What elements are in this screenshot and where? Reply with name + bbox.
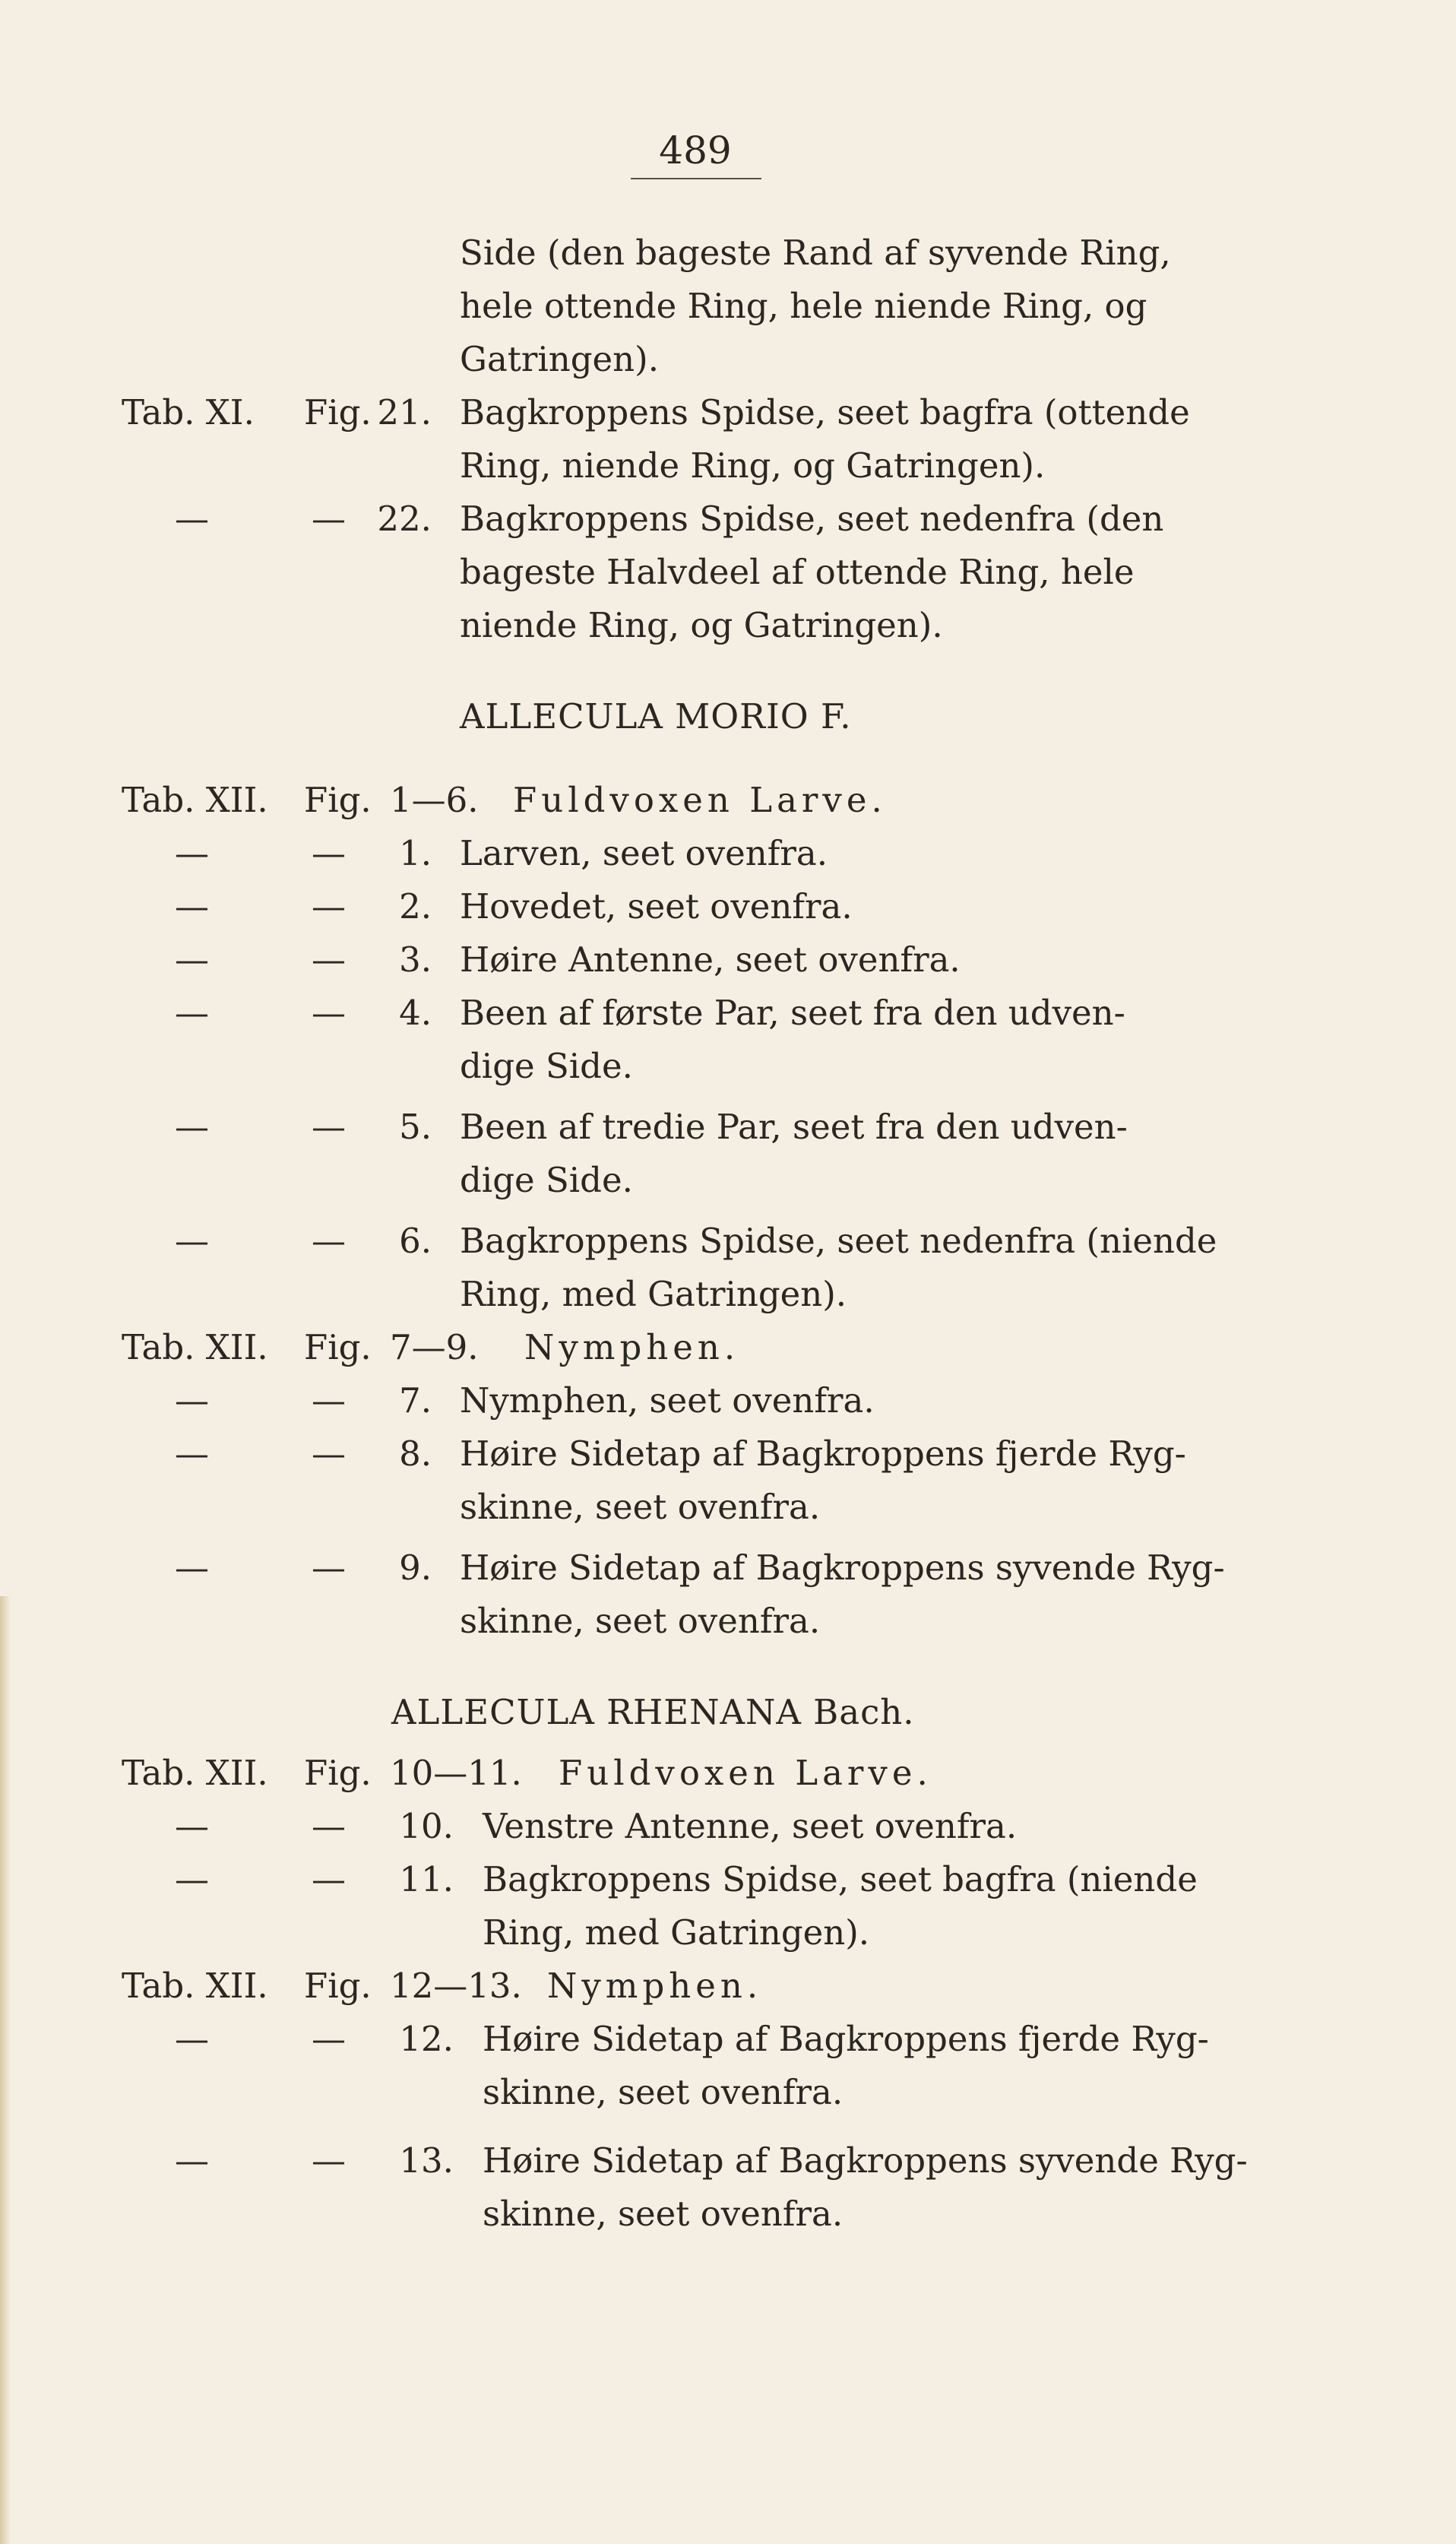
section-title: ALLECULA RHENANA Bach. xyxy=(391,1692,915,1732)
intro-line: Side (den bageste Rand af syvende Ring, xyxy=(460,233,1171,273)
fig-description: Høire Sidetap af Bagkroppens syvende Ryg- xyxy=(460,1548,1225,1588)
ditto-dash: — xyxy=(312,1107,346,1147)
ditto-dash: — xyxy=(175,993,209,1033)
ditto-dash: — xyxy=(175,1806,209,1846)
tab-label: Tab. XII. xyxy=(122,780,268,820)
fig-number: 4. xyxy=(399,993,432,1033)
ditto-dash: — xyxy=(175,1434,209,1474)
tab-label: Tab. XII. xyxy=(122,1753,268,1793)
fig-description: Ring, med Gatringen). xyxy=(460,1274,847,1314)
fig-description: Bagkroppens Spidse, seet nedenfra (niende xyxy=(460,1221,1217,1261)
intro-line: Gatringen). xyxy=(460,339,660,379)
fig-description: skinne, seet ovenfra. xyxy=(483,2072,844,2112)
tab-label: Tab. XII. xyxy=(122,1966,268,2006)
group-label: Fuldvoxen Larve. xyxy=(559,1753,932,1793)
fig-description: skinne, seet ovenfra. xyxy=(460,1601,821,1641)
fig-range: 12—13. xyxy=(390,1966,522,2006)
ditto-dash: — xyxy=(175,2019,209,2059)
fig-number: 6. xyxy=(399,1221,432,1261)
ditto-dash: — xyxy=(175,939,209,980)
ditto-dash: — xyxy=(312,499,346,539)
ditto-dash: — xyxy=(312,833,346,873)
ditto-dash: — xyxy=(312,993,346,1033)
group-label: Fuldvoxen Larve. xyxy=(513,780,887,820)
fig-description: Bagkroppens Spidse, seet bagfra (ottende xyxy=(460,392,1190,432)
ditto-dash: — xyxy=(312,1380,346,1421)
fig-number: 22. xyxy=(377,499,432,539)
fig-number: 7. xyxy=(399,1380,432,1421)
fig-description: Høire Sidetap af Bagkroppens fjerde Ryg- xyxy=(483,2019,1209,2059)
ditto-dash: — xyxy=(175,1380,209,1421)
fig-description: Been af første Par, seet fra den udven- xyxy=(460,993,1125,1033)
fig-description: Venstre Antenne, seet ovenfra. xyxy=(483,1806,1018,1846)
tab-label: Tab. XI. xyxy=(122,392,255,432)
tab-label: Tab. XII. xyxy=(122,1327,268,1367)
fig-description: dige Side. xyxy=(460,1046,633,1086)
ditto-dash: — xyxy=(312,1806,346,1846)
fig-description: Nymphen, seet ovenfra. xyxy=(460,1380,875,1421)
ditto-dash: — xyxy=(312,886,346,927)
ditto-dash: — xyxy=(175,833,209,873)
ditto-dash: — xyxy=(312,1859,346,1899)
fig-label: Fig. xyxy=(304,1753,372,1793)
fig-range: 7—9. xyxy=(390,1327,479,1367)
fig-number: 2. xyxy=(399,886,432,927)
fig-description: Høire Antenne, seet ovenfra. xyxy=(460,939,961,980)
fig-number: 3. xyxy=(399,939,432,980)
ditto-dash: — xyxy=(312,2019,346,2059)
fig-number: 5. xyxy=(399,1107,432,1147)
fig-number: 11. xyxy=(399,1859,454,1899)
ditto-dash: — xyxy=(312,939,346,980)
ditto-dash: — xyxy=(175,886,209,927)
fig-number: 10. xyxy=(399,1806,454,1846)
ditto-dash: — xyxy=(312,2140,346,2181)
group-label: Nymphen. xyxy=(547,1966,763,2006)
fig-description: Høire Sidetap af Bagkroppens fjerde Ryg- xyxy=(460,1434,1186,1474)
fig-label: Fig. xyxy=(304,780,372,820)
fig-number: 9. xyxy=(399,1548,432,1588)
fig-description: Bagkroppens Spidse, seet bagfra (niende xyxy=(483,1859,1198,1899)
ditto-dash: — xyxy=(312,1548,346,1588)
fig-description: niende Ring, og Gatringen). xyxy=(460,605,943,645)
section-title: ALLECULA MORIO F. xyxy=(460,696,852,737)
fig-description: bageste Halvdeel af ottende Ring, hele xyxy=(460,552,1135,592)
ditto-dash: — xyxy=(175,499,209,539)
intro-line: hele ottende Ring, hele niende Ring, og xyxy=(460,286,1147,326)
ditto-dash: — xyxy=(175,1548,209,1588)
fig-description: Høire Sidetap af Bagkroppens syvende Ryg- xyxy=(483,2140,1248,2181)
ditto-dash: — xyxy=(175,2140,209,2181)
fig-description: Ring, med Gatringen). xyxy=(483,1912,870,1953)
fig-description: skinne, seet ovenfra. xyxy=(460,1487,821,1527)
fig-description: dige Side. xyxy=(460,1160,633,1200)
fig-number: 12. xyxy=(399,2019,454,2059)
fig-range: 10—11. xyxy=(390,1753,522,1793)
group-label: Nymphen. xyxy=(524,1327,740,1367)
fig-description: skinne, seet ovenfra. xyxy=(483,2194,844,2234)
fig-description: Ring, niende Ring, og Gatringen). xyxy=(460,445,1046,486)
ditto-dash: — xyxy=(175,1221,209,1261)
fig-description: Larven, seet ovenfra. xyxy=(460,833,828,873)
fig-number: 13. xyxy=(399,2140,454,2181)
fig-number: 1. xyxy=(399,833,432,873)
fig-range: 1—6. xyxy=(390,780,479,820)
page-number-rule xyxy=(631,178,761,179)
ditto-dash: — xyxy=(312,1221,346,1261)
fig-description: Been af tredie Par, seet fra den udven- xyxy=(460,1107,1128,1147)
page-edge-shadow xyxy=(0,1596,11,2544)
fig-description: Hovedet, seet ovenfra. xyxy=(460,886,853,927)
fig-label: Fig. xyxy=(304,1327,372,1367)
fig-number: 21. xyxy=(377,392,432,432)
page-number: 489 xyxy=(659,128,732,173)
fig-number: 8. xyxy=(399,1434,432,1474)
fig-description: Bagkroppens Spidse, seet nedenfra (den xyxy=(460,499,1164,539)
ditto-dash: — xyxy=(175,1859,209,1899)
fig-label: Fig. xyxy=(304,1966,372,2006)
ditto-dash: — xyxy=(175,1107,209,1147)
fig-label: Fig. xyxy=(304,392,372,432)
ditto-dash: — xyxy=(312,1434,346,1474)
